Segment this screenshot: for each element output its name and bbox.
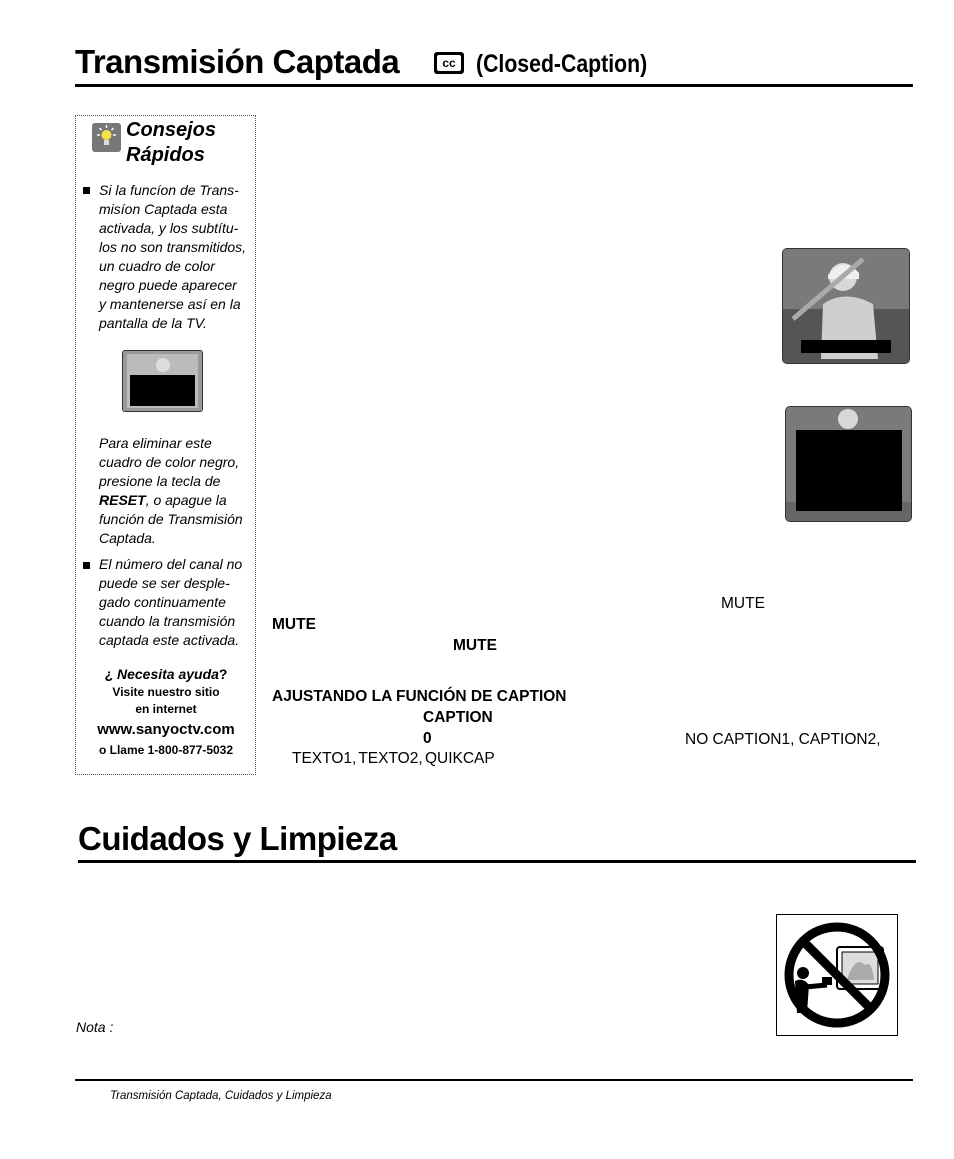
bullet-marker — [83, 562, 90, 569]
section-title-care-cleaning: Cuidados y Limpieza — [78, 820, 397, 857]
footer-text: Transmisión Captada, Cuidados y Limpieza — [110, 1090, 332, 1102]
tip-bullet-2: El número del canal no puede se ser desple- gado continuamente cuando la transmisión captada este activada. — [99, 556, 243, 648]
caption-options-line-1: NO CAPTION1, CAPTION2, — [685, 731, 881, 748]
mute-label-3: MUTE — [453, 637, 497, 654]
visit-line-2: en internet — [135, 702, 197, 716]
section-title-text: Transmisión Captada — [75, 43, 400, 80]
reset-key: RESET — [99, 492, 146, 508]
note-label: Nota : — [76, 1019, 114, 1035]
website-link[interactable]: www.sanyoctv.com — [97, 721, 235, 738]
tip-bullet-1: Si la funcíon de Trans- misíon Captada esta activada, y los subtítu- los no son transmitidos, un cuadro de color negro puede aparecer y mantenerse así en la pantalla de la TV. — [99, 182, 247, 331]
tv-black-box-thumbnail — [122, 350, 203, 412]
zero-key: 0 — [423, 730, 432, 747]
section-divider — [75, 84, 913, 87]
footer-rule — [75, 1079, 913, 1081]
section-subtitle: (Closed-Caption) — [476, 50, 648, 78]
help-heading: ¿ Necesita ayuda? — [104, 666, 228, 682]
caption-word: CAPTION — [423, 709, 493, 726]
mute-label-2: MUTE — [272, 616, 316, 633]
tv-black-box-photo — [785, 406, 912, 522]
no-hitting-tv-icon — [776, 914, 898, 1036]
cc-icon: cc — [434, 52, 464, 74]
bullet-marker — [83, 187, 90, 194]
phone-number: o Llame 1-800-877-5032 — [98, 743, 234, 757]
mute-label-1: MUTE — [721, 595, 765, 612]
tip-reset-paragraph: Para eliminar este cuadro de color negro, presione la tecla de RESET, o apague la función de Transmisión Captada. — [99, 435, 243, 546]
adjust-caption-heading: AJUSTANDO LA FUNCIÓN DE CAPTION — [272, 688, 567, 705]
visit-line-1: Visite nuestro sitio — [112, 685, 220, 699]
section-title-closed-caption — [75, 45, 399, 78]
tv-caption-bar-photo — [782, 248, 910, 364]
section-divider — [78, 860, 916, 863]
tips-heading: Consejos Rápidos — [126, 119, 217, 166]
caption-options-line-2: TEXTO1, TEXTO2, QUIKCAP — [292, 750, 495, 767]
lightbulb-icon — [92, 123, 121, 152]
